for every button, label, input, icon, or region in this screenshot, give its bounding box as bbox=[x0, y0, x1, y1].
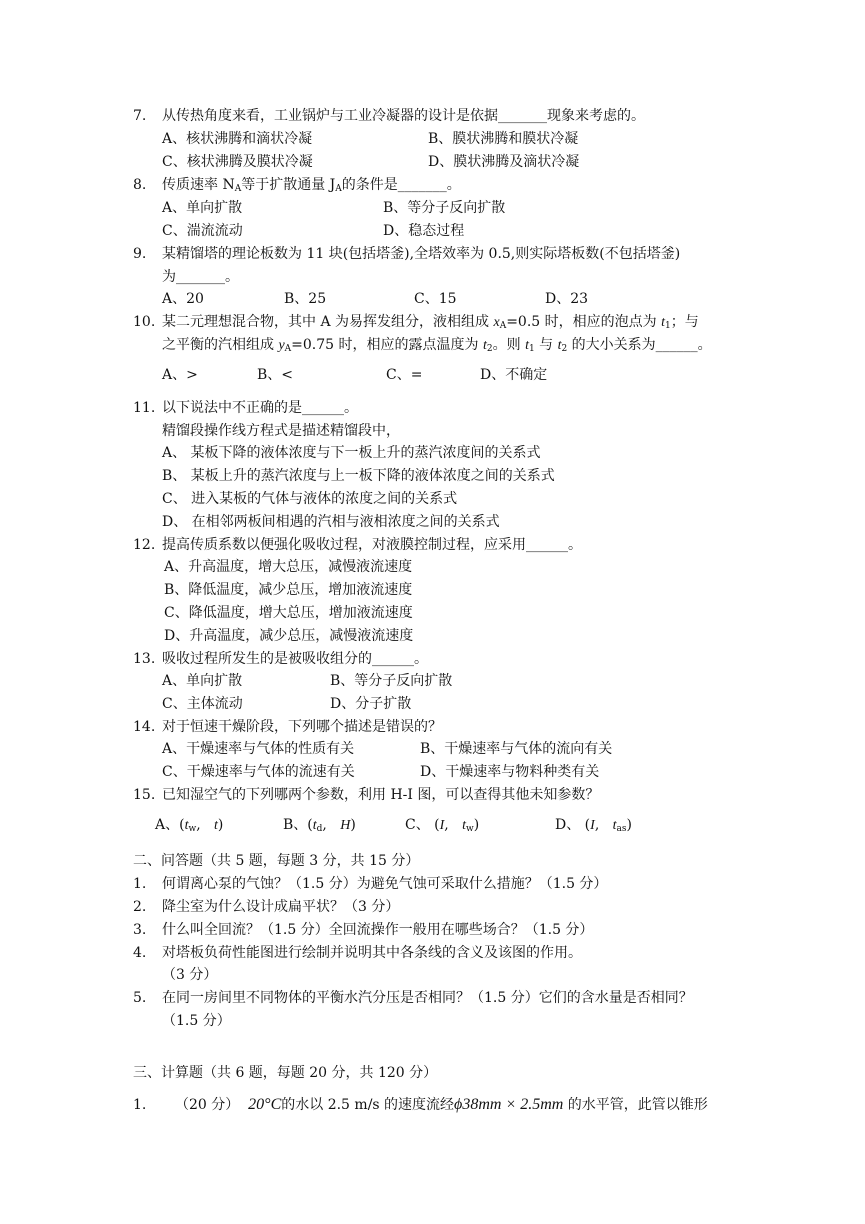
item-text: 在同一房间里不同物体的平衡水汽分压是否相同？（1.5 分）它们的含水量是否相同？ bbox=[162, 990, 693, 1006]
option-c: C、核状沸腾及膜状冷凝 bbox=[162, 154, 313, 170]
question-stem: 对于恒速干燥阶段，下列哪个描述是错误的？ bbox=[162, 719, 442, 735]
option-a: A、干燥速率与气体的性质有关 bbox=[162, 741, 355, 757]
option-c: C、15 bbox=[414, 291, 457, 307]
question-stem: 某二元理想混合物，其中 A 为易挥发组分，液相组成 $x_A=0.5$ 时，相应的泡点为 $t_1$；与 bbox=[162, 314, 699, 331]
item-number: 5. bbox=[133, 990, 147, 1006]
question-number: 10. bbox=[133, 314, 156, 330]
section-title: 三、计算题（共 6 题，每题 20 分，共 120 分） bbox=[133, 1065, 438, 1081]
item-text-cont: （1.5 分） bbox=[162, 1013, 231, 1029]
option-d: D、 在相邻两板间相遇的汽相与液相浓度之间的关系式 bbox=[162, 514, 500, 530]
option-a: A、20 bbox=[162, 291, 204, 307]
option-c: C、湍流流动 bbox=[162, 223, 243, 239]
question-stem: 传质速率 $N_A$等于扩散通量 $J_A$的条件是_______。 bbox=[162, 177, 461, 194]
question-number: 13. bbox=[133, 651, 156, 667]
section-title: 二、问答题（共 5 题，每题 3 分，共 15 分） bbox=[133, 853, 420, 869]
question-number: 12. bbox=[133, 537, 156, 553]
option-d: D、膜状沸腾及滴状冷凝 bbox=[428, 154, 580, 170]
question-stem: 从传热角度来看，工业锅炉与工业冷凝器的设计是依据_______现象来考虑的。 bbox=[162, 108, 645, 124]
item-text-cont: （3 分） bbox=[162, 967, 218, 983]
option-d: D、稳态过程 bbox=[383, 223, 465, 239]
option-a: A、> bbox=[162, 367, 198, 383]
option-d: D、 (I, $t_{as}$) bbox=[555, 817, 632, 834]
option-b: B、等分子反向扩散 bbox=[383, 200, 506, 216]
option-c: C、 (I, $t_w$) bbox=[405, 817, 480, 834]
option-a: A、升高温度，增大总压，减慢液流速度 bbox=[164, 559, 413, 575]
question-number: 7. bbox=[133, 108, 147, 124]
temperature-value: 20°C bbox=[248, 1096, 282, 1113]
option-b: B、($t_d$, H) bbox=[283, 817, 356, 834]
option-b: B、等分子反向扩散 bbox=[330, 673, 453, 689]
option-c: C、降低温度，增大总压，增加液流速度 bbox=[164, 605, 413, 621]
option-d: D、23 bbox=[545, 291, 589, 307]
option-d: D、干燥速率与物料种类有关 bbox=[420, 764, 600, 780]
question-stem-cont: 之平衡的汽相组成 $y_A=0.75$ 时，相应的露点温度为 $t_2$。则 $t_1$ 与 $t_2$ 的大小关系为______。 bbox=[162, 337, 712, 354]
option-a: A、($t_w$, t) bbox=[155, 817, 224, 834]
item-text: 什么叫全回流？（1.5 分）全回流操作一般用在哪些场合？（1.5 分） bbox=[162, 922, 594, 938]
question-stem-cont: 为_______。 bbox=[162, 269, 239, 285]
item-text: 降尘室为什么设计成扁平状？（3 分） bbox=[162, 899, 400, 915]
option-c: C、干燥速率与气体的流速有关 bbox=[162, 764, 355, 780]
question-number: 15. bbox=[133, 787, 156, 803]
item-number: 2. bbox=[133, 899, 147, 915]
item-text: （20 分） 20°C的水以 2.5 m/s 的速度流经ϕ38mm × 2.5mm 的水平管，此管以锥形 bbox=[175, 1096, 708, 1113]
option-a: A、单向扩散 bbox=[162, 200, 243, 216]
question-number: 14. bbox=[133, 719, 156, 735]
item-text: 何谓离心泵的气蚀？（1.5 分）为避免气蚀可采取什么措施？（1.5 分） bbox=[162, 876, 608, 892]
question-stem: 以下说法中不正确的是______。 bbox=[162, 400, 358, 416]
option-c: C、主体流动 bbox=[162, 696, 243, 712]
option-b: B、膜状沸腾和膜状冷凝 bbox=[428, 131, 579, 147]
option-b: B、降低温度，减少总压，增加液流速度 bbox=[164, 582, 413, 598]
option-a: A、核状沸腾和滴状冷凝 bbox=[162, 131, 313, 147]
option-c: C、= bbox=[386, 367, 423, 383]
option-a: A、单向扩散 bbox=[162, 673, 243, 689]
option-a: A、 某板下降的液体浓度与下一板上升的蒸汽浓度间的关系式 bbox=[162, 445, 541, 461]
option-b: B、25 bbox=[284, 291, 327, 307]
option-b: B、干燥速率与气体的流向有关 bbox=[420, 741, 613, 757]
question-number: 11. bbox=[133, 400, 156, 416]
question-stem: 提高传质系数以便强化吸收过程，对液膜控制过程，应采用______。 bbox=[162, 537, 582, 553]
question-number: 9. bbox=[133, 246, 147, 262]
pipe-dimension: ϕ38mm × 2.5mm bbox=[454, 1096, 564, 1113]
item-number: 1. bbox=[133, 1097, 147, 1113]
item-number: 3. bbox=[133, 922, 147, 938]
option-d: D、分子扩散 bbox=[330, 696, 412, 712]
option-d: D、不确定 bbox=[480, 367, 548, 383]
question-stem: 吸收过程所发生的是被吸收组分的______。 bbox=[162, 651, 428, 667]
option-b: B、 某板上升的蒸汽浓度与上一板下降的液体浓度之间的关系式 bbox=[162, 468, 555, 484]
option-d: D、升高温度，减少总压，减慢液流速度 bbox=[164, 628, 414, 644]
question-stem: 已知湿空气的下列哪两个参数，利用 H-I 图，可以查得其他未知参数？ bbox=[162, 787, 600, 803]
item-number: 4. bbox=[133, 945, 147, 961]
item-number: 1. bbox=[133, 876, 147, 892]
question-stem-cont: 精馏段操作线方程式是描述精馏段中， bbox=[162, 423, 400, 439]
option-c: C、 进入某板的气体与液体的浓度之间的关系式 bbox=[162, 491, 458, 507]
option-b: B、< bbox=[257, 367, 294, 383]
item-text: 对塔板负荷性能图进行绘制并说明其中各条线的含义及该图的作用。 bbox=[162, 945, 582, 961]
question-stem: 某精馏塔的理论板数为 11 块(包括塔釜),全塔效率为 0.5,则实际塔板数(不包括塔釜) bbox=[162, 246, 681, 262]
question-number: 8. bbox=[133, 177, 147, 193]
